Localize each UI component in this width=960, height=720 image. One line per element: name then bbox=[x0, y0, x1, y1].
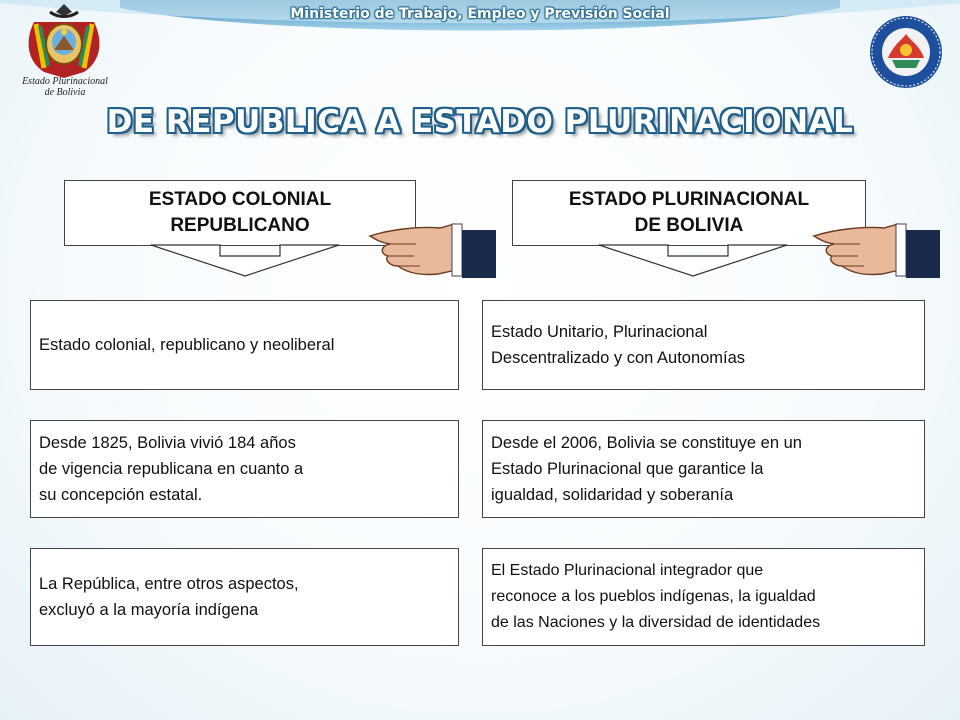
right-heading: ESTADO PLURINACIONAL DE BOLIVIA bbox=[568, 189, 810, 236]
right-item-1-text: Estado Unitario, Plurinacional Descentralizado y con Autonomías bbox=[491, 323, 746, 367]
crest-caption-line2: de Bolivia bbox=[44, 87, 86, 98]
left-item-2-text: Desde 1825, Bolivia vivió 184 años de vigencia republicana en cuanto a su concepción estatal. bbox=[39, 434, 304, 504]
ministry-seal-icon bbox=[868, 14, 944, 90]
left-item-1-text: Estado colonial, republicano y neoliberal bbox=[39, 336, 335, 354]
down-arrow-icon bbox=[150, 244, 340, 278]
left-heading-box bbox=[64, 180, 416, 246]
left-item-2 bbox=[30, 420, 459, 518]
down-arrow-icon bbox=[598, 244, 788, 278]
crest-caption-line1: Estado Plurinacional bbox=[22, 76, 108, 87]
ministry-title: Ministerio de Trabajo, Empleo y Previsión Social bbox=[290, 6, 670, 22]
right-item-3 bbox=[482, 548, 925, 646]
slide-title: DE REPUBLICA A ESTADO PLURINACIONAL bbox=[106, 104, 854, 140]
left-item-1 bbox=[30, 300, 459, 390]
left-item-3 bbox=[30, 548, 459, 646]
pointing-hand-icon bbox=[812, 214, 942, 280]
crest-caption bbox=[10, 76, 120, 98]
right-item-1 bbox=[482, 300, 925, 390]
left-heading: ESTADO COLONIAL REPUBLICANO bbox=[148, 189, 332, 236]
right-item-2-text: Desde el 2006, Bolivia se constituye en un Estado Plurinacional que garantice la igualdad, solidaridad y soberanía bbox=[491, 434, 802, 504]
right-item-3-text: El Estado Plurinacional integrador que reconoce a los pueblos indígenas, la igualdad de las Naciones y la diversidad de identidades bbox=[491, 562, 821, 631]
pointing-hand-icon bbox=[368, 214, 498, 280]
bolivia-crest-icon bbox=[14, 2, 114, 82]
left-item-3-text: La República, entre otros aspectos, excluyó a la mayoría indígena bbox=[39, 575, 299, 619]
right-item-2 bbox=[482, 420, 925, 518]
